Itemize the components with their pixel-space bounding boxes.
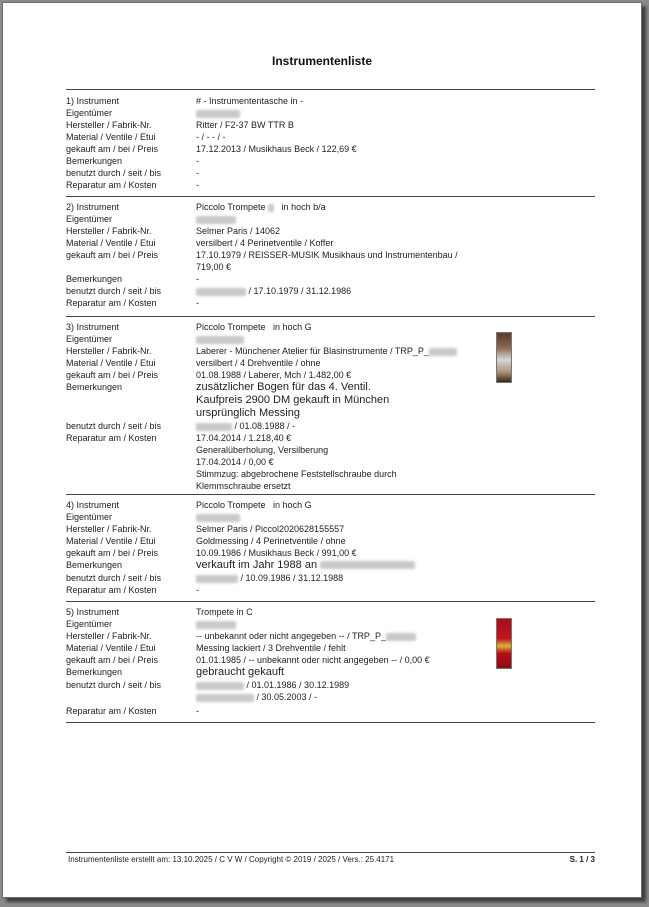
footer-info: Instrumentenliste erstellt am: 13.10.2025 / C V W / Copyright © 2019 / 2025 / Vers.: 25.4171 (68, 855, 395, 864)
owner-redacted (196, 107, 496, 119)
instrument-photo-thumbnail (496, 332, 512, 383)
document-page (2, 2, 642, 898)
divider (66, 722, 595, 723)
entry-4: 4) Instrument Piccolo Trompete in hoch G Eigentümer Hersteller / Fabrik-Nr. Selmer Paris / Piccol2020628155557 Material / Ventile / Etui Goldmessing / 4 Perinetventile / ohne gekauft am / bei / Preis 10.09.1986 / Musikhaus Beck / 991,00 € Bemerkungen verkauft im Jahr 1988 an benutzt durch / seit / bis / 10.09.1986 / 31.12.1988 Reparatur am / Kosten - (66, 499, 595, 596)
entry-5: 5) Instrument Trompete in C Eigentümer Hersteller / Fabrik-Nr. -- unbekannt oder nicht angegeben -- / TRP_P_ Material / Ventile / Etui Messing lackiert / 3 Drehventile / fehlt gekauft am / bei / Preis 01.01.1985 / -- unbekannt oder nicht angegeben -- / 0,00 € Bemerkungen gebraucht gekauft benutzt durch / seit / bis / 01.01.1986 / 30.12.1989 / 30.05.2003 / - Reparatur am / Kosten - (66, 607, 430, 716)
divider (66, 196, 595, 197)
entry-3: 3) Instrument Piccolo Trompete in hoch G Eigentümer Hersteller / Fabrik-Nr. Laberer - Münchener Atelier für Blasinstrumente / TRP_P_ Material / Ventile / Etui versilbert / 4 Drehventile / ohne gekauft am / bei / Preis 01.08.1988 / Laberer, Mch / 1.482,00 € Bemerkungen zusätzlicher Bogen für das 4. Ventil. Kaufpreis 2900 DM gekauft in München ursprünglich Messing benutzt durch / seit / bis / 01.08.1988 / - Reparatur am / Kosten 17.04.2014 / 1.218,40 € Generalüberholung, Versilberung 17.04.2014 / 0,00 € Stimmzug: abgebrochene Feststellschraube durch Klemmschraube ersetzt (66, 321, 595, 492)
divider (66, 601, 595, 602)
instrument-value: # - Instrumententasche in - (196, 96, 304, 106)
page-title: Instrumentenliste (271, 54, 373, 68)
entry-2: 2) Instrument Piccolo Trompete in hoch b/a Eigentümer Hersteller / Fabrik-Nr. Selmer Paris / 14062 Material / Ventile / Etui versilbert / 4 Perinetventile / Koffer gekauft am / bei / Preis 17.10.1979 / REISSER-MUSIK Musikhaus und Instrumentenbau / 719,00 € Bemerkungen - benutzt durch / seit / bis / 17.10.1979 / 31.12.1986 Reparatur am / Kosten - (66, 202, 458, 308)
divider (66, 316, 595, 317)
entry-1: 1) Instrument # - Instrumententasche in - Eigentümer Hersteller / Fabrik-Nr. Ritter / F2-37 BW TTR B Material / Ventile / Etui - / - - / - gekauft am / bei / Preis 17.12.2013 / Musikhaus Beck / 122,69 € Bemerkungen - benutzt durch / seit / bis - Reparatur am / Kosten - (66, 95, 595, 191)
instrument-photo-thumbnail (496, 618, 512, 669)
divider (66, 494, 595, 495)
divider (66, 89, 595, 90)
footer-divider (66, 852, 595, 853)
page-number: S. 1 / 3 (569, 855, 595, 864)
